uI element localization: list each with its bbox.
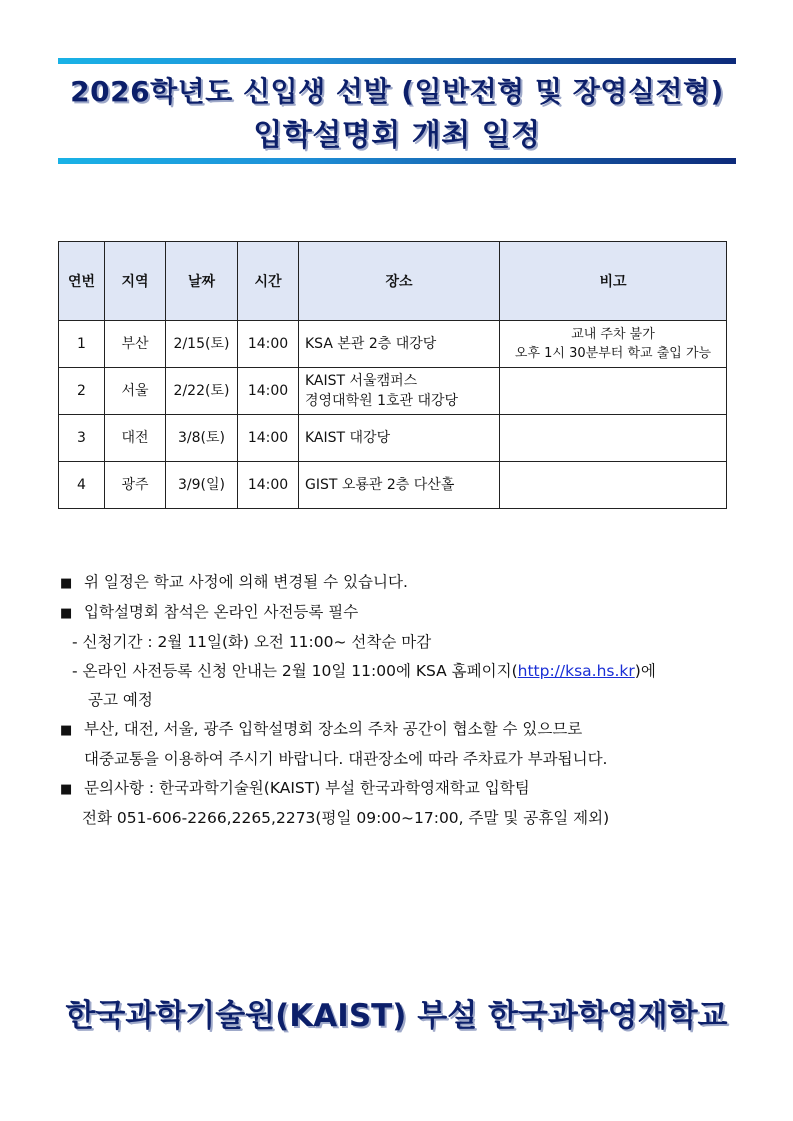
table-header-row: [59, 242, 727, 321]
venue-line: KAIST 서울캠퍼스: [305, 373, 418, 389]
schedule-table: [58, 241, 727, 509]
cell-note: [500, 321, 727, 368]
cell-no: 4: [59, 462, 105, 509]
notice-text: 부산, 대전, 서울, 광주 입학설명회 장소의 주차 공간이 협소할 수 있으므로: [84, 720, 583, 738]
square-bullet-icon: ■: [60, 723, 73, 738]
square-bullet-icon: ■: [60, 606, 73, 621]
cell-date: 2/22(토): [166, 368, 238, 415]
header-cell-date: 날짜: [166, 242, 238, 321]
square-bullet-icon: ■: [60, 782, 73, 797]
cell-date: 3/9(일): [166, 462, 238, 509]
footer-org-name: 한국과학기술원(KAIST) 부설 한국과학영재학교: [65, 998, 728, 1034]
venue-line: GIST 오룡관 2층 다산홀: [305, 477, 455, 493]
page-title-line1: 2026학년도 신입생 선발 (일반전형 및 장영실전형): [70, 75, 724, 108]
notice-text: - 온라인 사전등록 신청 안내는 2월 10일 11:00에 KSA 홈페이지(: [72, 662, 518, 680]
cell-region: 부산: [105, 321, 166, 368]
cell-time: 14:00: [238, 368, 299, 415]
page-title-line2: 입학설명회 개최 일정: [253, 118, 541, 153]
notice-item-cont: 전화 051-606-2266,2265,2273(평일 09:00~17:00, 주말 및 공휴일 제외): [82, 809, 610, 827]
cell-region: 광주: [105, 462, 166, 509]
cell-venue: [299, 321, 500, 368]
header-cell-time: 시간: [238, 242, 299, 321]
cell-region: 대전: [105, 415, 166, 462]
notice-text: 문의사항 : 한국과학기술원(KAIST) 부설 한국과학영재학교 입학팀: [84, 779, 530, 797]
notice-list: [60, 568, 750, 833]
header-top-rule: [58, 58, 736, 64]
cell-note: [500, 415, 727, 462]
cell-venue: [299, 368, 500, 415]
table-row: [59, 368, 727, 415]
note-line: 교내 주차 불가: [571, 327, 655, 342]
header-cell-region: 지역: [105, 242, 166, 321]
notice-item: [60, 774, 750, 804]
notice-subitem-cont: 공고 예정: [88, 691, 153, 709]
cell-date: 2/15(토): [166, 321, 238, 368]
cell-no: 3: [59, 415, 105, 462]
header-cell-venue: 장소: [299, 242, 500, 321]
cell-time: 14:00: [238, 415, 299, 462]
notice-text: 위 일정은 학교 사정에 의해 변경될 수 있습니다.: [84, 573, 408, 591]
notice-item: [60, 715, 750, 745]
cell-no: 1: [59, 321, 105, 368]
notice-text: )에: [634, 662, 656, 680]
table-row: [59, 321, 727, 368]
header-cell-no: 연번: [59, 242, 105, 321]
venue-line: KAIST 대강당: [305, 430, 391, 446]
notice-item: [60, 598, 750, 628]
table-row: [59, 462, 727, 509]
header-bottom-rule: [58, 158, 736, 164]
cell-time: 14:00: [238, 462, 299, 509]
cell-venue: [299, 462, 500, 509]
cell-time: 14:00: [238, 321, 299, 368]
header-cell-note: 비고: [500, 242, 727, 321]
venue-line: 경영대학원 1호관 대강당: [305, 393, 459, 409]
cell-note: [500, 368, 727, 415]
note-line: 오후 1시 30분부터 학교 출입 가능: [514, 346, 712, 361]
cell-region: 서울: [105, 368, 166, 415]
cell-venue: [299, 415, 500, 462]
cell-date: 3/8(토): [166, 415, 238, 462]
table-row: [59, 415, 727, 462]
notice-subitem: - 신청기간 : 2월 11일(화) 오전 11:00~ 선착순 마감: [72, 633, 432, 651]
notice-text: 입학설명회 참석은 온라인 사전등록 필수: [84, 603, 359, 621]
cell-note: [500, 462, 727, 509]
notice-item: [60, 568, 750, 598]
square-bullet-icon: ■: [60, 576, 73, 591]
ksa-homepage-link[interactable]: http://ksa.hs.kr: [517, 662, 635, 680]
notice-item-cont: 대중교통을 이용하여 주시기 바랍니다. 대관장소에 따라 주차료가 부과됩니다.: [84, 750, 608, 768]
notice-subitem: [60, 657, 750, 686]
venue-line: KSA 본관 2층 대강당: [305, 336, 437, 352]
cell-no: 2: [59, 368, 105, 415]
